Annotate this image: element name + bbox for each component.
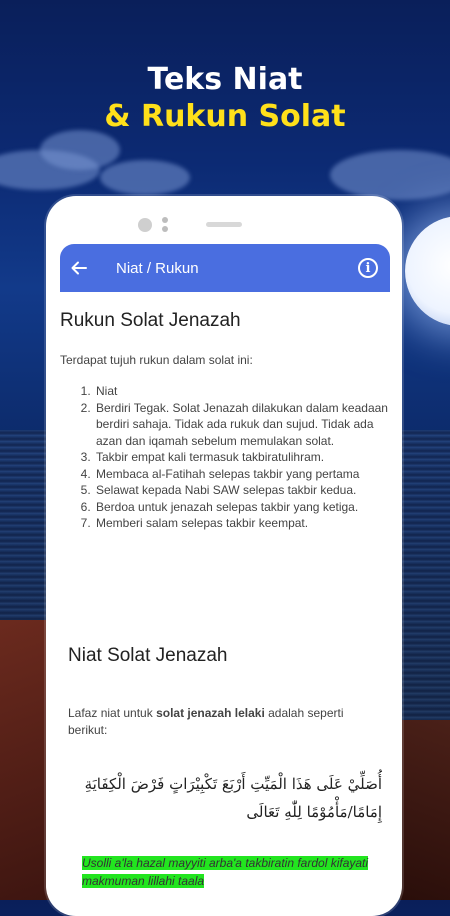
rukun-intro: Terdapat tujuh rukun dalam solat ini:	[60, 353, 253, 367]
list-item: 4. Membaca al-Fatihah selepas takbir yang pertama	[94, 466, 400, 483]
niat-intro	[68, 705, 382, 739]
section-title-niat: Niat Solat Jenazah	[68, 645, 228, 666]
app-bar-title: Niat / Rukun	[116, 259, 199, 277]
section-title-rukun: Rukun Solat Jenazah	[60, 310, 241, 331]
app-bar	[60, 244, 390, 292]
rukun-list	[74, 383, 400, 532]
list-item: 1. Niat	[94, 383, 400, 400]
niat-intro-text: Lafaz niat untuk	[68, 706, 157, 720]
list-item: 2. Berdiri Tegak. Solat Jenazah dilakukan dalam keadaan berdiri sahaja. Tidak ada rukuk dan sujud. Tidak ada azan dan iqamah sebelum memulakan solat.	[94, 400, 400, 450]
highlighted-transliteration: Usolli a'la hazal mayyiti arba'a takbiratin fardol kifayati makmuman lillahi taala	[82, 856, 369, 888]
list-item: 3. Takbir empat kali termasuk takbiratulihram.	[94, 449, 400, 466]
sensor-icon	[162, 226, 168, 232]
arabic-niat-text: أُصَلِّيْ عَلَى هَذَا الْمَيِّتِ أَرْبَعَ تَكْبِيْرَاتٍ فَرْضَ الْكِفَايَةِ إِمَامًا/مَأْمُوْمًا لِلّٰهِ تَعَالَى	[84, 775, 382, 821]
arrow-left-icon	[70, 259, 88, 277]
cloud-decoration	[40, 130, 120, 170]
speaker-grille	[206, 222, 242, 227]
transliteration-text	[82, 854, 388, 890]
info-icon: i	[365, 260, 371, 276]
headline-line1: Teks Niat	[147, 62, 303, 97]
niat-intro-text: adalah seperti berikut:	[68, 706, 344, 737]
shore-decoration	[400, 720, 450, 900]
phone-frame	[46, 196, 402, 916]
back-button[interactable]	[64, 253, 94, 283]
cloud-decoration	[100, 160, 190, 195]
content-area[interactable]	[60, 292, 390, 912]
moon-background	[405, 216, 450, 326]
cloud-decoration	[330, 150, 450, 200]
list-item: 5. Selawat kepada Nabi SAW selepas takbir kedua.	[94, 482, 400, 499]
niat-intro-bold: solat jenazah lelaki	[156, 706, 265, 720]
phone-notch	[46, 214, 402, 238]
list-item: 6. Berdoa untuk jenazah selepas takbir yang ketiga.	[94, 499, 400, 516]
list-item: 7. Memberi salam selepas takbir keempat.	[94, 515, 400, 532]
promo-headline	[0, 62, 450, 136]
info-button[interactable]	[358, 258, 378, 278]
sensor-icon	[162, 217, 168, 223]
headline-line2: & Rukun Solat	[104, 99, 346, 134]
camera-icon	[138, 218, 152, 232]
